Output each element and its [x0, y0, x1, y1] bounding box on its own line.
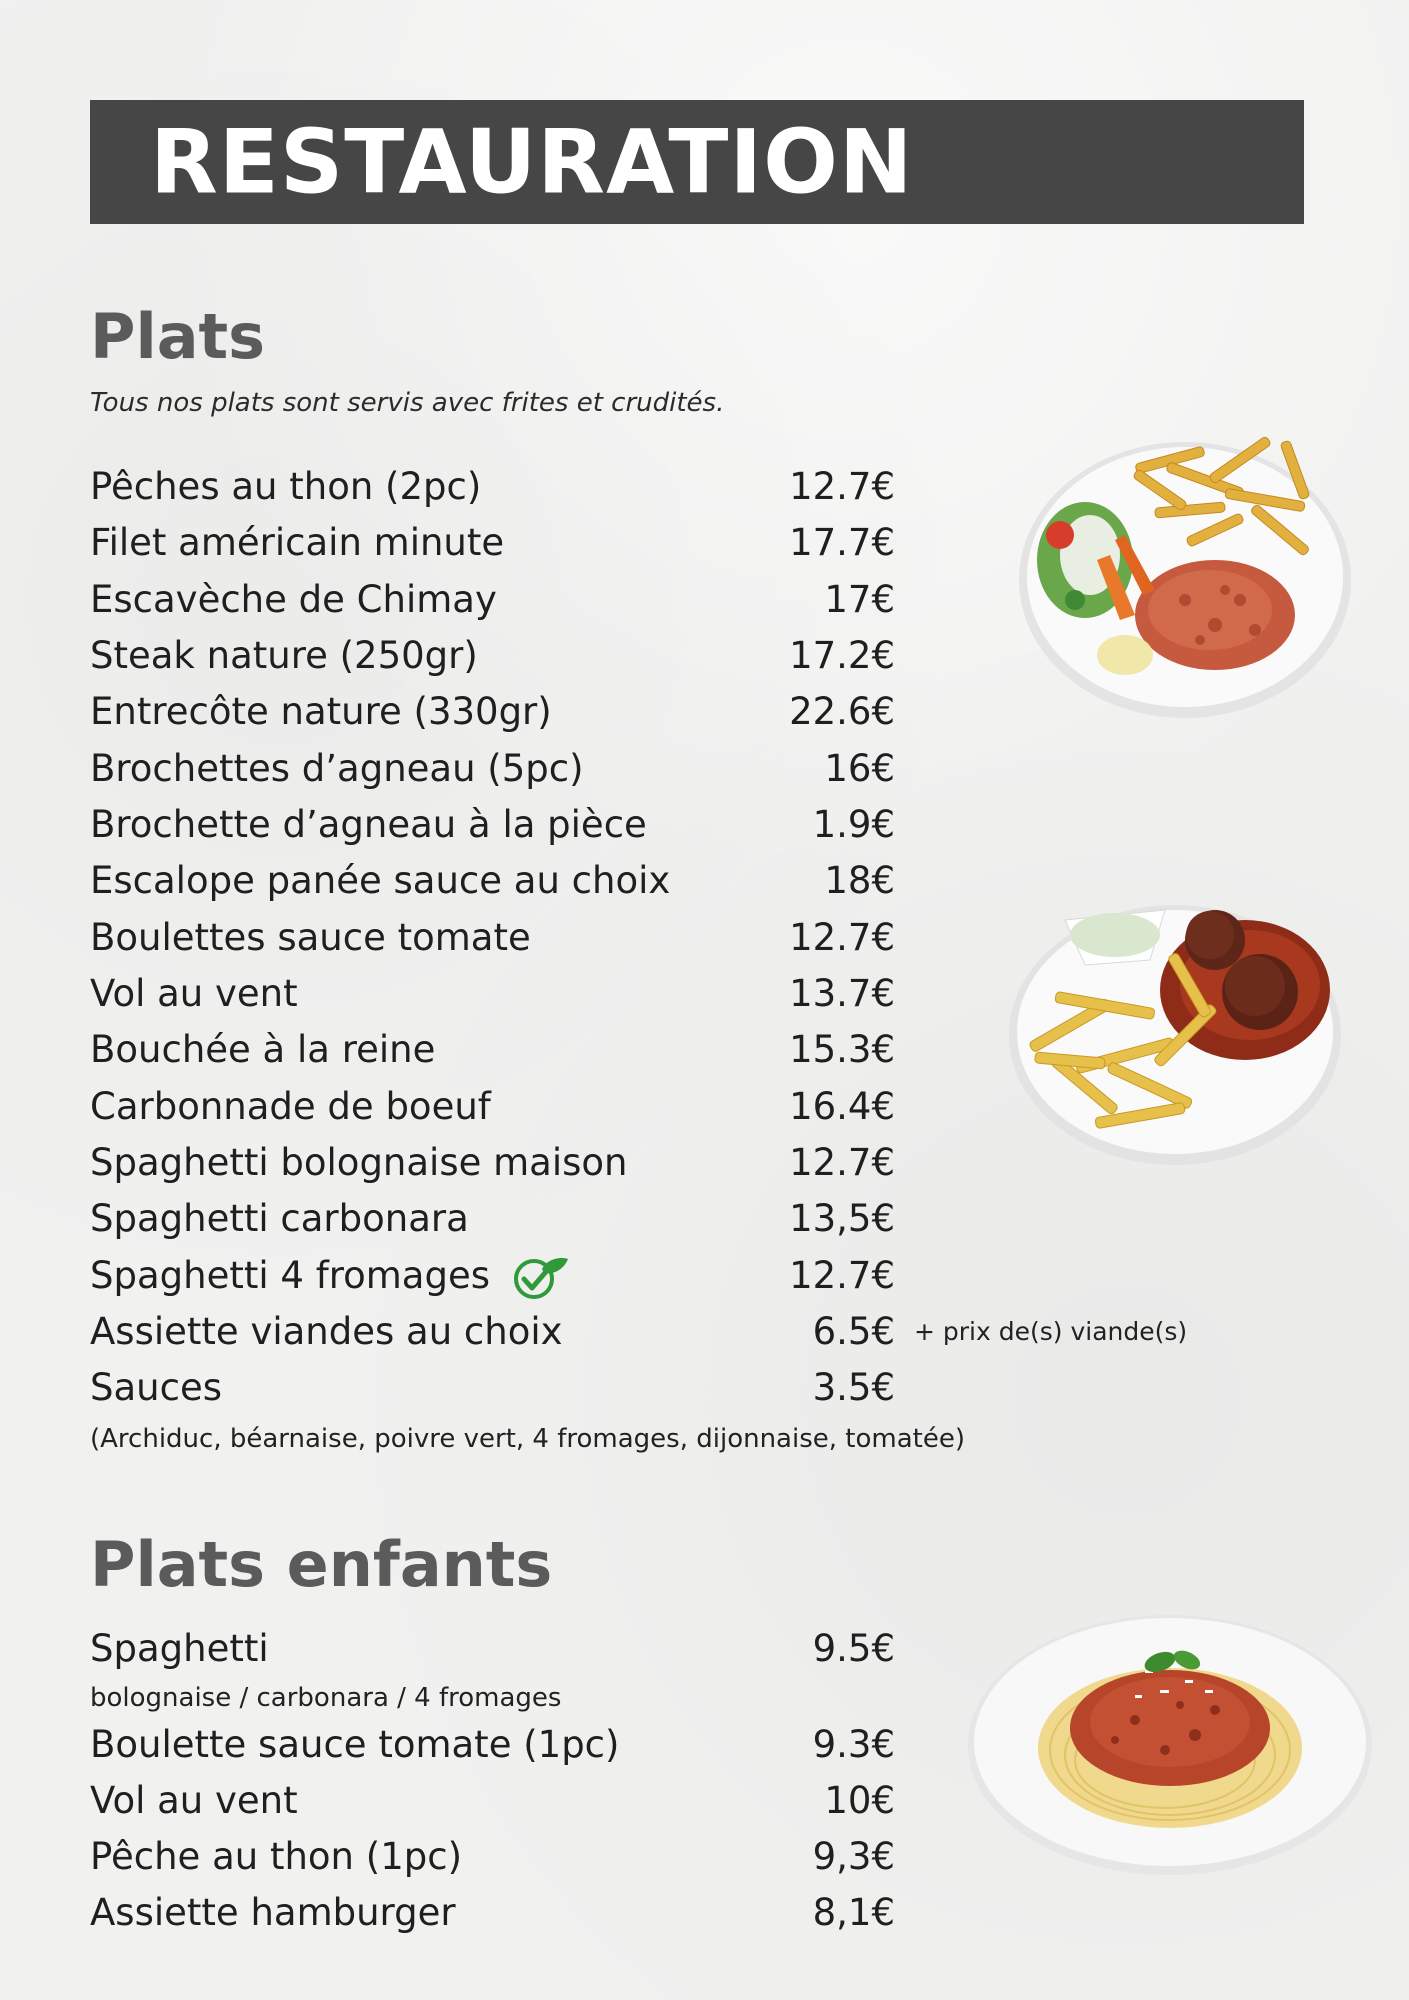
- menu-item: [90, 1621, 895, 1677]
- section-title-enfants: Plats enfants: [90, 1528, 553, 1601]
- item-extra-note: + prix de(s) viande(s): [914, 1317, 1188, 1346]
- item-sub-note: bolognaise / carbonara / 4 fromages: [90, 1683, 562, 1713]
- menu-item: [90, 1773, 895, 1829]
- menu-item: [90, 1304, 1188, 1360]
- item-price: 1.9€: [812, 803, 895, 846]
- menu-item: [90, 1360, 895, 1416]
- item-price: 3.5€: [812, 1366, 895, 1409]
- item-price: 22.6€: [789, 690, 895, 733]
- item-name: Boulette sauce tomate (1pc): [90, 1723, 620, 1766]
- item-name: Bouchée à la reine: [90, 1028, 436, 1071]
- item-name: Steak nature (250gr): [90, 634, 478, 677]
- menu-item: [90, 1191, 895, 1247]
- menu-item: [90, 1079, 895, 1135]
- page-title: RESTAURATION: [150, 110, 914, 214]
- menu-item: [90, 628, 895, 684]
- menu-item: [90, 1717, 895, 1773]
- menu-item: [90, 1022, 895, 1078]
- item-price: 9.5€: [812, 1627, 895, 1670]
- item-price: 10€: [824, 1779, 895, 1822]
- item-name: Escalope panée sauce au choix: [90, 859, 671, 902]
- item-price: 17.2€: [789, 634, 895, 677]
- item-name: Vol au vent: [90, 972, 298, 1015]
- item-price: 17€: [824, 578, 895, 621]
- item-price: 17.7€: [789, 521, 895, 564]
- vegetarian-leaf-check-icon: [512, 1255, 570, 1301]
- item-price: 12.7€: [789, 1254, 895, 1297]
- item-price: 16.4€: [789, 1085, 895, 1128]
- item-name: Assiette viandes au choix: [90, 1310, 563, 1353]
- item-price: 15.3€: [789, 1028, 895, 1071]
- item-name: Carbonnade de boeuf: [90, 1085, 491, 1128]
- sauces-note: (Archiduc, béarnaise, poivre vert, 4 fromages, dijonnaise, tomatée): [90, 1424, 965, 1454]
- item-price: 6.5€: [812, 1310, 895, 1353]
- item-price: 9.3€: [812, 1723, 895, 1766]
- menu-item: [90, 741, 895, 797]
- item-name: Filet américain minute: [90, 521, 505, 564]
- item-name: Spaghetti: [90, 1627, 269, 1670]
- menu-item: [90, 797, 895, 853]
- item-price: 13,5€: [789, 1197, 895, 1240]
- item-name: Pêches au thon (2pc): [90, 465, 482, 508]
- item-price: 12.7€: [789, 1141, 895, 1184]
- item-name: Vol au vent: [90, 1779, 298, 1822]
- section-title-plats: Plats: [90, 300, 266, 373]
- menu-item: [90, 1135, 895, 1191]
- item-price: 12.7€: [789, 916, 895, 959]
- item-price: 9,3€: [812, 1835, 895, 1878]
- item-name: Spaghetti bolognaise maison: [90, 1141, 628, 1184]
- menu-item: [90, 910, 895, 966]
- menu-item: [90, 853, 895, 909]
- header-banner: [90, 100, 1304, 224]
- item-name: Assiette hamburger: [90, 1891, 456, 1934]
- menu-item: [90, 515, 895, 571]
- item-price: 16€: [824, 747, 895, 790]
- plats-note: Tous nos plats sont servis avec frites et crudités.: [90, 388, 725, 418]
- item-name: Escavèche de Chimay: [90, 578, 497, 621]
- item-name: Sauces: [90, 1366, 222, 1409]
- item-name: Brochettes d’agneau (5pc): [90, 747, 584, 790]
- menu-item: [90, 684, 895, 740]
- item-name: Spaghetti carbonara: [90, 1197, 469, 1240]
- item-name: Pêche au thon (1pc): [90, 1835, 463, 1878]
- menu-item: [90, 572, 895, 628]
- plate-spaghetti-bolognese-image: [965, 1610, 1375, 1880]
- item-name: Brochette d’agneau à la pièce: [90, 803, 647, 846]
- menu-item: [90, 459, 895, 515]
- item-price: 13.7€: [789, 972, 895, 1015]
- item-price: 12.7€: [789, 465, 895, 508]
- item-price: 18€: [824, 859, 895, 902]
- menu-item: [90, 1248, 895, 1304]
- menu-item: [90, 966, 895, 1022]
- item-name-with-icon: [90, 1248, 570, 1304]
- item-price: 8,1€: [812, 1891, 895, 1934]
- item-name: Spaghetti 4 fromages: [90, 1254, 491, 1297]
- plate-fries-meat-salad-image: [1015, 425, 1355, 725]
- item-name: Entrecôte nature (330gr): [90, 690, 552, 733]
- menu-item: [90, 1885, 895, 1941]
- plate-meatballs-fries-image: [1005, 880, 1345, 1180]
- item-name: Boulettes sauce tomate: [90, 916, 531, 959]
- menu-item: [90, 1829, 895, 1885]
